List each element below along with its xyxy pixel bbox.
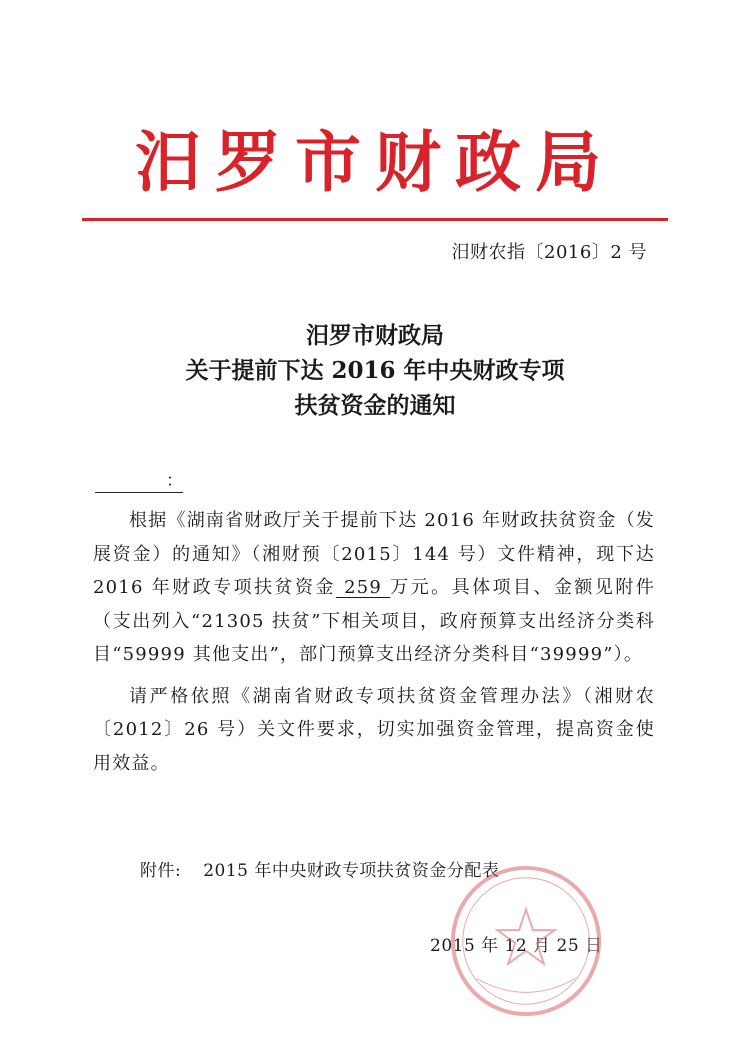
letterhead-red-rule [82, 218, 668, 221]
title-line-2: 关于提前下达 2016 年中央财政专项 [185, 357, 565, 384]
attachment-line [140, 858, 499, 884]
addressee-blank: ： [95, 470, 183, 493]
attachment-title: 2015 年中央财政专项扶贫资金分配表 [203, 861, 500, 881]
body-paragraph-1 [93, 504, 655, 672]
document-number: 汨财农指〔2016〕2 号 [451, 242, 647, 263]
paragraph-1-continuation: 万元。具体项目、金额见附件（支出列入“21305 扶贫”下相关项目，政府预算支出经济分类科目“59999 其他支出”，部门预算支出经济分类科目“39999”）。 [93, 577, 655, 665]
issue-date: 2015 年 12 月 25 日 [430, 936, 603, 956]
body-paragraph-2: 请严格依照《湖南省财政专项扶贫资金管理办法》（湘财农〔2012〕26 号）关文件要求，切实加强资金管理，提高资金使用效益。 [93, 685, 655, 774]
fund-amount: 259 [335, 577, 391, 598]
paragraph-1-text: 根据《湖南省财政厅关于提前下达 2016 年财政扶贫资金（发展资金）的通知》（湘财预〔2015〕144 号）文件精神，现下达 2016 年财政专项扶贫资金 [93, 510, 655, 598]
attachment-label: 附件: [140, 861, 182, 881]
body-text [93, 504, 655, 780]
document-title [80, 318, 670, 423]
title-line-1: 汨罗市财政局 [306, 322, 444, 349]
letterhead-title: 汨罗市财政局 [135, 123, 615, 201]
title-line-3: 扶贫资金的通知 [294, 392, 456, 419]
